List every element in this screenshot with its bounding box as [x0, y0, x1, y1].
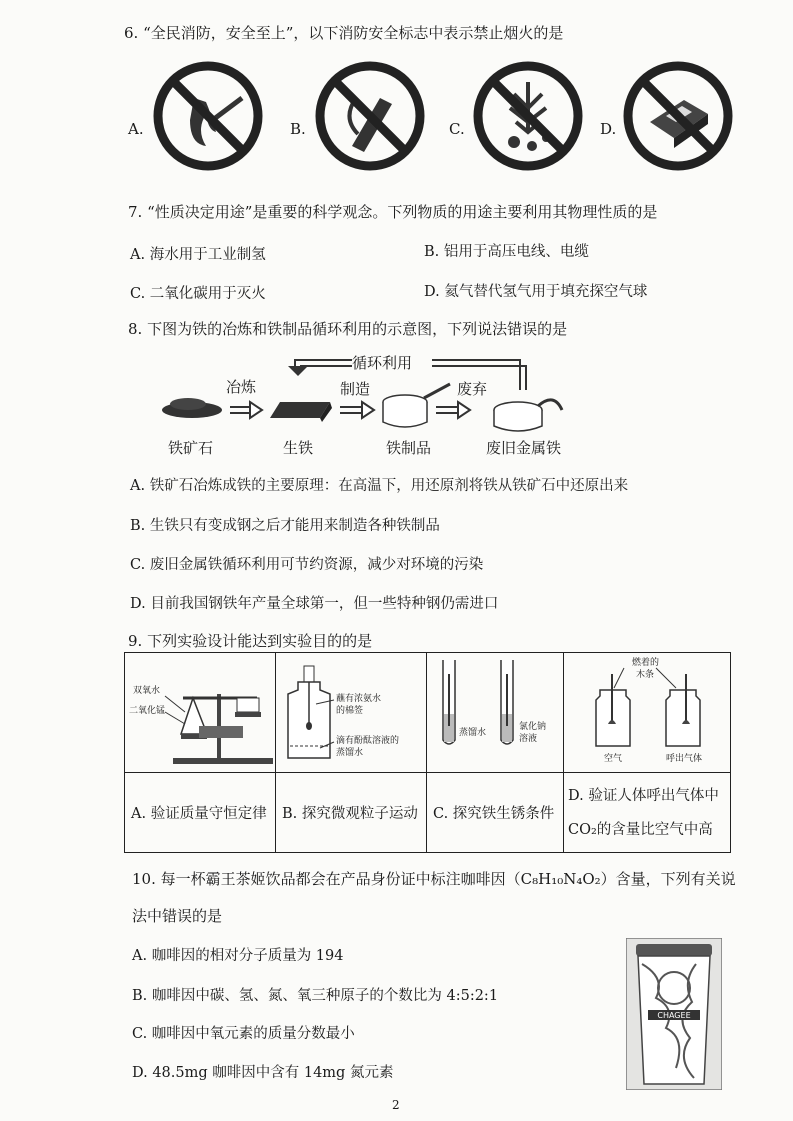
q9-b-label-ammonia: 蘸有浓氨水 [336, 694, 382, 704]
q7-stem: 7. “性质决定用途”是重要的科学观念。下列物质的用途主要利用其物理性质的是 [128, 203, 658, 221]
q9-b-label-phenol: 滴有酚酞溶液的 [336, 736, 400, 746]
q10-stem-line2: 法中错误的是 [132, 907, 223, 925]
q9-b-label-phenol-2: 蒸馏水 [336, 748, 364, 758]
q7-option-b: B. 铝用于高压电线、电缆 [424, 244, 589, 260]
q8-node-scrap-iron: 废旧金属铁 [486, 439, 562, 457]
q9-a-label-peroxide: 双氧水 [133, 686, 161, 696]
q8-stem: 8. 下图为铁的冶炼和铁制品循环利用的示意图，下列说法错误的是 [128, 320, 568, 338]
cup-brand-text: CHAGEE [657, 1011, 691, 1020]
chagee-cup-photo [626, 938, 722, 1090]
q9-c-label-water: 蒸馏水 [459, 728, 487, 738]
q7-option-c: C. 二氧化碳用于灭火 [130, 286, 266, 302]
q8-arrow-discard: 废弃 [457, 380, 488, 398]
q8-option-c: C. 废旧金属铁循环利用可节约资源，减少对环境的污染 [130, 557, 484, 573]
q9-figure-b [276, 653, 427, 773]
q10-option-d: D. 48.5mg 咖啡因中含有 14mg 氮元素 [132, 1065, 394, 1081]
no-fire-icon [150, 58, 266, 174]
q9-d-label-stick-2: 木条 [636, 670, 655, 680]
q9-option-a: A. 验证质量守恒定律 [125, 773, 276, 853]
q9-experiment-table [124, 652, 731, 853]
q10-option-b: B. 咖啡因中碳、氢、氮、氧三种原子的个数比为 4:5:2:1 [132, 988, 499, 1004]
no-smoking-icon [312, 58, 428, 174]
q10-option-a: A. 咖啡因的相对分子质量为 194 [132, 948, 344, 964]
q7-option-d: D. 氦气替代氢气用于填充探空气球 [424, 284, 648, 300]
q9-option-d-line1: D. 验证人体呼出气体中 [568, 787, 719, 804]
page-number: 2 [392, 1098, 400, 1112]
q8-option-b: B. 生铁只有变成钢之后才能用来制造各种铁制品 [130, 518, 440, 534]
q7-option-a: A. 海水用于工业制氢 [130, 247, 266, 263]
q8-arrow-manufacturing: 制造 [340, 380, 371, 398]
q8-node-ore: 铁矿石 [168, 439, 214, 457]
q9-a-label-mno2: 二氧化锰 [129, 706, 166, 716]
q9-d-label-stick: 燃着的 [632, 658, 660, 668]
q9-c-label-nacl: 氯化钠 [519, 722, 547, 732]
q9-d-label-exhaled: 呼出气体 [666, 754, 703, 764]
q10-option-c: C. 咖啡因中氧元素的质量分数最小 [132, 1026, 355, 1042]
q9-option-d-line2: CO₂的含量比空气中高 [568, 821, 713, 838]
q9-figure-a [125, 653, 276, 773]
q8-option-d: D. 目前我国钢铁年产量全球第一，但一些特种钢仍需进口 [130, 596, 499, 612]
no-burning-objects-icon [620, 58, 736, 174]
q6-option-d-label: D. [600, 120, 617, 138]
q9-c-label-nacl-2: 溶液 [519, 734, 538, 744]
q9-d-label-air: 空气 [604, 754, 623, 764]
q9-figure-d [564, 653, 731, 773]
q9-b-label-ammonia-2: 的棉签 [336, 706, 364, 716]
q10-stem-line1: 10. 每一杯霸王茶姬饮品都会在产品身份证中标注咖啡因（C₈H₁₀N₄O₂）含量，下列有关说 [132, 870, 736, 888]
q9-option-b: B. 探究微观粒子运动 [276, 773, 427, 853]
no-fireworks-icon [470, 58, 586, 174]
q6-option-c-label: C. [449, 120, 465, 138]
q8-loop-label: 循环利用 [352, 354, 413, 372]
q9-figure-c [427, 653, 564, 773]
q8-arrow-smelting: 冶炼 [226, 378, 257, 396]
q9-option-c: C. 探究铁生锈条件 [427, 773, 564, 853]
q6-option-b-label: B. [290, 120, 306, 138]
q9-option-d [564, 773, 731, 853]
q6-option-a-label: A. [128, 120, 144, 138]
q6-stem: 6. “全民消防，安全至上”，以下消防安全标志中表示禁止烟火的是 [124, 24, 564, 42]
q8-node-pig-iron: 生铁 [283, 439, 314, 457]
q8-node-iron-product: 铁制品 [386, 439, 432, 457]
q8-option-a: A. 铁矿石冶炼成铁的主要原理：在高温下，用还原剂将铁从铁矿石中还原出来 [130, 478, 629, 494]
q9-stem: 9. 下列实验设计能达到实验目的的是 [128, 632, 373, 650]
